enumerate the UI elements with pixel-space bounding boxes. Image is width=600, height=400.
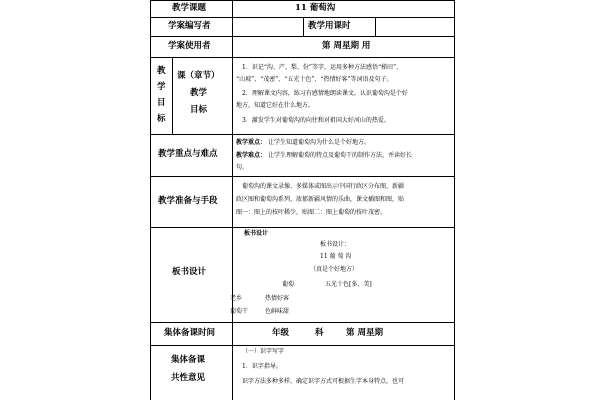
teach-label: 教学 <box>190 88 208 98</box>
week-text: 第 周星期 用 <box>322 41 371 51</box>
column-divider <box>375 17 376 36</box>
focus-label: 教学重点： <box>236 139 267 146</box>
board-row3-left: 葡萄干 <box>230 308 249 315</box>
objective-line: “山坡”、“茂密”、“五光十色”、“热情好客”等词语及句子。 <box>236 76 393 83</box>
board-row1-left: 葡萄 <box>282 281 295 288</box>
teaching-hours-label: 教学用课时 <box>308 21 351 31</box>
unit-label: 课（章节） <box>177 71 220 81</box>
objectives-side-label-2: 学 <box>157 82 166 92</box>
table-border-top <box>150 0 455 1</box>
opinion-item2: 识字方法多种多样，确定识字方式可根据生字本身特点，也可 <box>242 378 405 385</box>
board-label: 板书设计 <box>172 267 207 277</box>
board-title: 11 葡 萄 沟 <box>320 253 352 260</box>
table-border-right <box>454 0 455 400</box>
row-divider <box>150 345 455 346</box>
board-heading: 板书设计： <box>320 241 351 248</box>
preparation-line: 政区图和葡萄沟系列、浓郁新疆风情的乐曲，课文插图和图，贴 <box>236 196 405 203</box>
row-divider <box>150 322 455 323</box>
board-subtitle: （真是个好地方） <box>310 266 359 273</box>
collective-week: 第 周星期 <box>346 328 383 338</box>
preparation-line: 图一：图上的枝叶稀少，贴图二：图上葡萄的枝叶茂密。 <box>236 209 387 216</box>
goal-label: 目标 <box>190 105 208 115</box>
difficulty-text-cont: 句。 <box>236 164 249 171</box>
lesson-topic-label: 教学课题 <box>172 3 207 13</box>
row-divider <box>150 36 455 37</box>
column-divider <box>303 17 304 36</box>
board-row2-right: 热情好客 <box>265 295 290 302</box>
plan-user-label: 学案使用者 <box>168 41 211 51</box>
opinion-label-2: 共性意见 <box>171 373 206 383</box>
objective-line: 1．识记“沟、产、梨、份”等字，运用多种方法感悟“梯田”、 <box>242 64 403 71</box>
focus-text: 让学生知道葡萄沟为什么是个好地方。 <box>268 139 371 146</box>
objectives-side-label-1: 教 <box>157 66 166 76</box>
objective-line: 地方，知道它好在什么地方。 <box>236 102 315 109</box>
lesson-plan-table <box>150 0 455 400</box>
board-row3-right: 色鲜味甜 <box>265 308 290 315</box>
collective-time-label: 集体备课时间 <box>164 328 216 338</box>
row-divider <box>150 57 455 58</box>
objectives-side-label-4: 标 <box>157 114 166 124</box>
preparation-line: 葡萄沟的课文录像、多媒体或图出示中国行政区分布图、新疆 <box>242 183 405 190</box>
row-divider <box>150 134 455 135</box>
keypoints-label: 教学重点与难点 <box>158 149 218 159</box>
opinion-item1: 1．识字指导。 <box>242 363 282 370</box>
difficulty-text: 让学生理解葡萄的特点及葡萄干的制作方法，并读好长 <box>268 152 413 159</box>
column-divider <box>232 0 233 400</box>
table-border-left <box>150 0 151 400</box>
opinion-section: （一）识字写字 <box>242 348 285 355</box>
plan-author-label: 学案编写者 <box>168 21 211 31</box>
row-divider <box>150 176 455 177</box>
grade-label: 年级 <box>272 328 290 338</box>
objectives-side-label-3: 目 <box>157 98 166 108</box>
difficulty-label: 教学难点： <box>236 152 267 159</box>
row-divider <box>150 227 455 228</box>
lesson-topic-value: 11 葡萄沟 <box>295 3 336 13</box>
preparation-label: 教学准备与手段 <box>158 196 218 206</box>
opinion-label-1: 集体备课 <box>171 355 206 365</box>
board-row1-right: 五光十色[多、美] <box>325 281 372 288</box>
board-small-title: 板书设计 <box>244 230 269 237</box>
objective-line: 2．理解课文内容，练习有感情地朗读课文。认识葡萄沟是个好 <box>242 90 408 97</box>
subject-label: 科 <box>315 328 324 338</box>
objective-line: 3．激发学生对葡萄沟的向往和对祖国大好河山的热爱。 <box>242 117 390 124</box>
board-row2-left: 老乡 <box>230 295 243 302</box>
column-divider <box>172 57 173 134</box>
